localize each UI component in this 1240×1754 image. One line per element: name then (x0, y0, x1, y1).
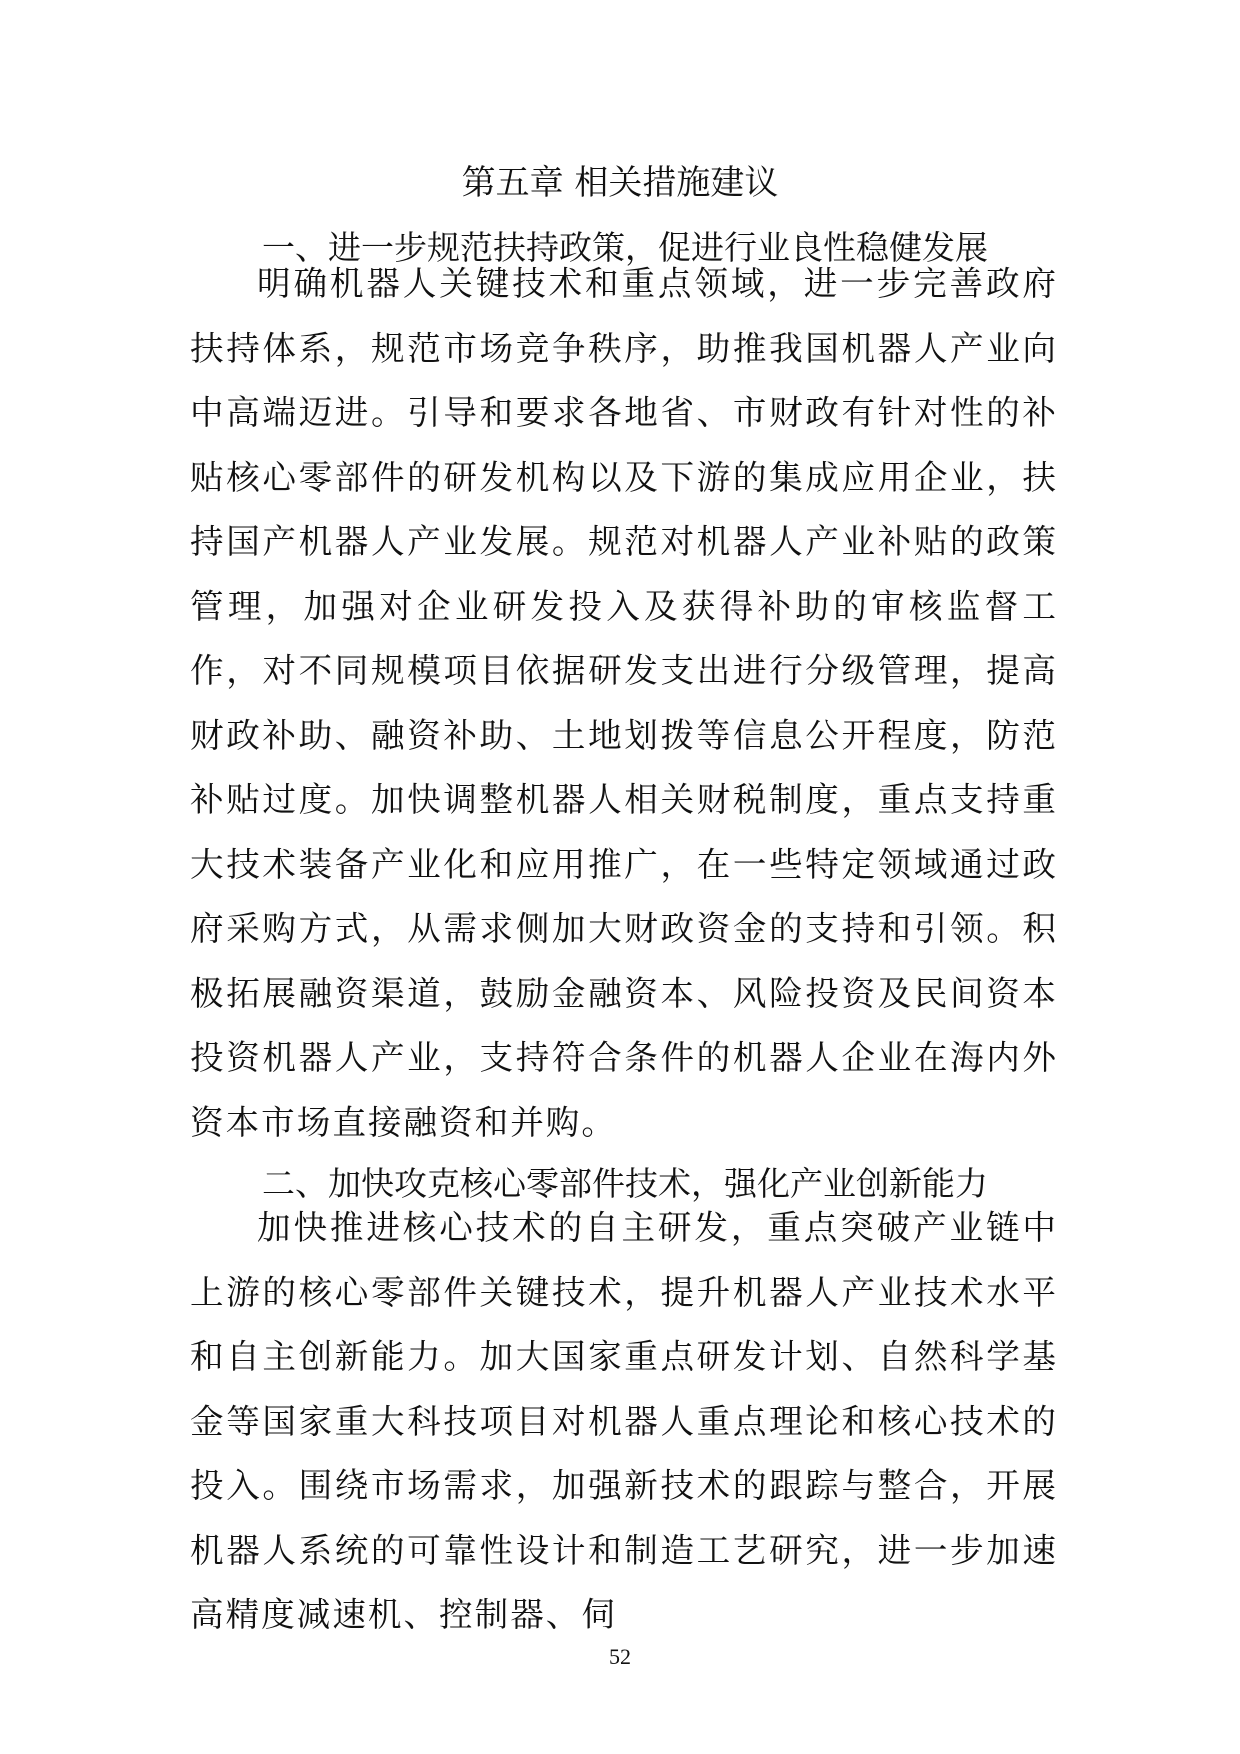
section-heading: 二、加快攻克核心零部件技术，强化产业创新能力 (262, 1164, 988, 1203)
chapter-title: 第五章 相关措施建议 (461, 163, 779, 203)
section-paragraph: 明确机器人关键技术和重点领域，进一步完善政府扶持体系，规范市场竞争秩序，助推我国机器人产业向中高端迈进。引导和要求各地省、市财政有针对性的补贴核心零部件的研发机构以及下游的集成应用企业，扶持国产机器人产业发展。规范对机器人产业补贴的政策管理，加强对企业研发投入及获得补助的审核监督工作，对不同规模项目依据研发支出进行分级管理，提高财政补助、融资补助、土地划拨等信息公开程度，防范补贴过度。加快调整机器人相关财税制度，重点支持重大技术装备产业化和应用推广，在一些特定领域通过政府采购方式，从需求侧加大财政资金的支持和引领。积极拓展融资渠道，鼓励金融资本、风险投资及民间资本投资机器人产业，支持符合条件的机器人企业在海内外资本市场直接融资和并购。 (190, 264, 1058, 1142)
section-paragraph: 加快推进核心技术的自主研发，重点突破产业链中上游的核心零部件关键技术，提升机器人产业技术水平和自主创新能力。加大国家重点研发计划、自然科学基金等国家重大科技项目对机器人重点理论和核心技术的投入。围绕市场需求，加强新技术的跟踪与整合，开展机器人系统的可靠性设计和制造工艺研究，进一步加速高精度减速机、控制器、伺 (190, 1208, 1058, 1634)
section-heading: 一、进一步规范扶持政策，促进行业良性稳健发展 (262, 228, 988, 267)
page-number: 52 (609, 1644, 631, 1669)
